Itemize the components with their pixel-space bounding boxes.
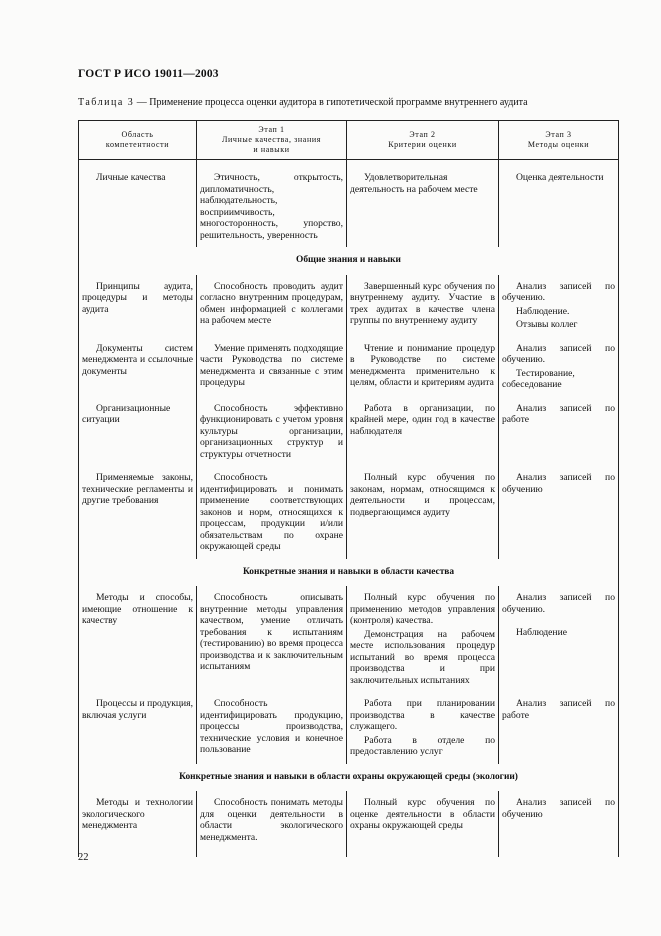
cell-area: Методы и способы, имеющие отношение к качеству (79, 586, 197, 692)
cell-area: Применяемые законы, технические регламенты и другие требования (79, 466, 197, 559)
cell-area: Личные качества (79, 160, 197, 248)
cell-stage2: Работа в организации, по крайней мере, один год в качестве наблюдателя (347, 397, 499, 467)
cell-stage3: Анализ записей по обучению. Наблюдение. Отзывы коллег (499, 275, 619, 337)
cell-area: Документы систем менеджмента и ссылочные документы (79, 337, 197, 397)
table-header-row (79, 121, 619, 160)
cell-area: Методы и технологии экологического менеджмента (79, 791, 197, 857)
section-row-general (79, 247, 619, 275)
header-area: Область компетентности (79, 121, 197, 160)
cell-stage2: Удовлетворительная деятельность на рабочем месте (347, 160, 499, 248)
competence-table (78, 120, 619, 857)
competence-table-container (78, 120, 618, 857)
cell-stage3: Анализ записей по работе (499, 397, 619, 467)
cell-stage2: Работа при планировании производства в качестве служащего. Работа в отделе по предоставлению услуг (347, 692, 499, 764)
cell-stage3: Анализ записей по работе (499, 692, 619, 764)
cell-stage3: Анализ записей по обучению. Наблюдение (499, 586, 619, 692)
cell-stage1: Способность эффективно функционировать с учетом уровня культуры организации, организационных структур и структуры отчетности (197, 397, 347, 467)
header-stage2: Этап 2 Критерии оценки (347, 121, 499, 160)
cell-stage1: Способность описывать внутренние методы управления качеством, умение отличать требования к испытаниям (тестированию) во время процесса производства и к заключительным испытаниям (197, 586, 347, 692)
cell-area: Принципы аудита, процедуры и методы аудита (79, 275, 197, 337)
table-row (79, 692, 619, 764)
table-row (79, 397, 619, 467)
section-title-environment: Конкретные знания и навыки в области охраны окружающей среды (экологии) (79, 764, 619, 792)
section-row-environment (79, 764, 619, 792)
cell-stage2: Полный курс обучения по применению методов управления (контроля) качества. Демонстрация на рабочем месте использования процедур испытаний во время процесса производства и при заключительных испытаниях (347, 586, 499, 692)
table-caption (78, 97, 618, 108)
cell-stage3: Анализ записей по обучению. Тестирование, собеседование (499, 337, 619, 397)
cell-stage1: Способность понимать методы для оценки деятельности в области экологического менеджмента. (197, 791, 347, 857)
cell-stage3: Анализ записей по обучению (499, 466, 619, 559)
cell-stage3: Анализ записей по обучению (499, 791, 619, 857)
header-stage3: Этап 3 Методы оценки (499, 121, 619, 160)
document-header: ГОСТ Р ИСО 19011—2003 (78, 68, 219, 80)
cell-stage1: Умение применять подходящие части Руководства по системе менеджмента и связанные с этим процедуры (197, 337, 347, 397)
table-row (79, 791, 619, 857)
section-title-quality: Конкретные знания и навыки в области качества (79, 559, 619, 587)
caption-label: Таблица 3 (78, 97, 135, 108)
cell-stage1: Способность идентифицировать продукцию, процессы производства, технические условия и конечное пользование (197, 692, 347, 764)
section-row-quality (79, 559, 619, 587)
cell-stage3: Оценка деятельности (499, 160, 619, 248)
cell-stage2: Полный курс обучения по оценке деятельности в области охраны окружающей среды (347, 791, 499, 857)
cell-stage1: Способность проводить аудит согласно внутренним процедурам, обмен информацией с коллегами на рабочем месте (197, 275, 347, 337)
cell-stage2: Завершенный курс обучения по внутреннему аудиту. Участие в трех аудитах в качестве члена группы по внутреннему аудиту (347, 275, 499, 337)
caption-text: — Применение процесса оценки аудитора в гипотетической программе внутреннего аудита (134, 97, 528, 108)
header-stage1: Этап 1 Личные качества, знания и навыки (197, 121, 347, 160)
table-row (79, 275, 619, 337)
page-number: 22 (78, 852, 89, 863)
cell-stage1: Способность идентифицировать и понимать применение соответствующих законов и норм, относящихся к процессам, продукции и/или обязательствам по охране окружающей среды (197, 466, 347, 559)
section-title-general: Общие знания и навыки (79, 247, 619, 275)
table-row (79, 160, 619, 248)
cell-stage2: Чтение и понимание процедур в Руководстве по системе менеджмента применительно к целям, области и критериям аудита (347, 337, 499, 397)
cell-area: Организационные ситуации (79, 397, 197, 467)
cell-stage2: Полный курс обучения по законам, нормам, относящимся к деятельности и процессам, подвергающимся аудиту (347, 466, 499, 559)
cell-stage1: Этичность, открытость, дипломатичность, наблюдательность, восприимчивость, многосторонность, упорство, решительность, уверенность (197, 160, 347, 248)
cell-area: Процессы и продукция, включая услуги (79, 692, 197, 764)
table-row (79, 586, 619, 692)
table-row (79, 466, 619, 559)
table-row (79, 337, 619, 397)
